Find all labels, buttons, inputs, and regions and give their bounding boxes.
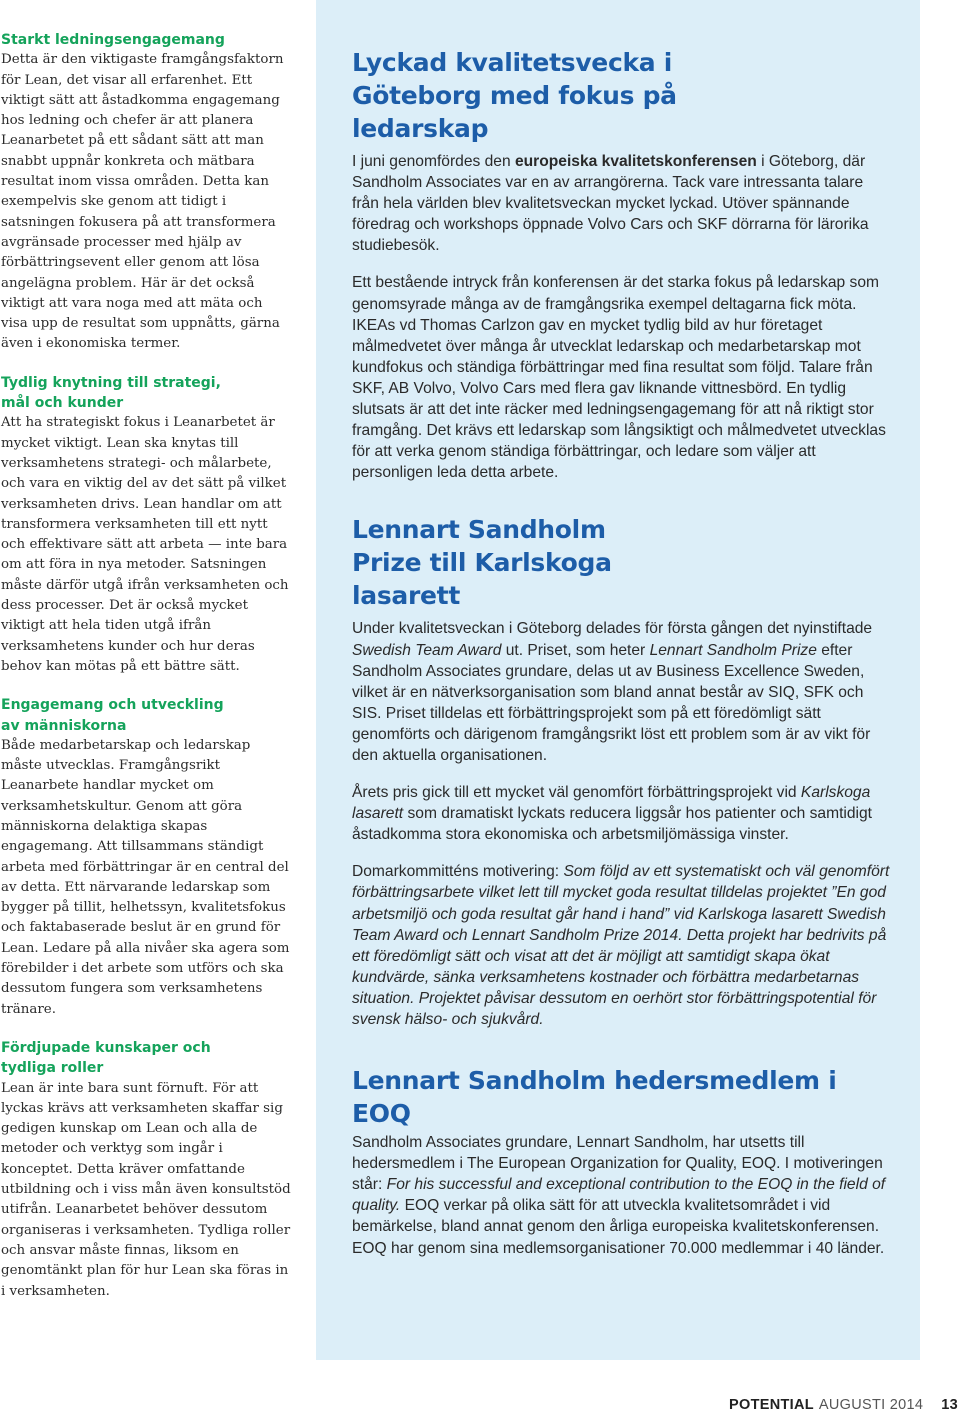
section-ledningsengagemang	[1, 30, 293, 355]
article-kvalitetsvecka	[352, 46, 892, 483]
article-paragraph: Årets pris gick till ett mycket väl genomfört förbättringsprojekt vid Karlskoga lasarett som dramatiskt lyckats reducera liggsår hos patienter och samtidigt åstadkomma stora ekonomiska och arbetsmiljömässiga vinster.	[352, 784, 873, 844]
article-sandholm-prize	[352, 513, 892, 1030]
section-kunskaper	[1, 1038, 293, 1302]
news-sidebar-box	[316, 0, 920, 1360]
article-paragraph: Ett bestående intryck från konferensen är det starka fokus på ledarskap som genomsyrade många av de framgångsrika exempel deltagarna fick möta. IKEAs vd Thomas Carlzon gav en mycket tydlig bild av hur företaget målmedvetet över många år utvecklat ledarskap och medarbetarskap mot kundfokus och ständiga förbättringar med fina resultat som följd. Talare från SKF, AB Volvo, Volvo Cars med flera gav liknande vittnesbörd. En tydlig slutsats är att det inte räcker med ledningsengagemang för att nå riktigt stor framgång. Det krävs ett ledarskap som långsiktigt och målmedvetet utvecklas för att verka genom ständiga förbättringar, och ledare som väljer att personligen leda detta arbete.	[352, 274, 886, 482]
section-strategi	[1, 373, 293, 677]
article-heading: Lyckad kvalitetsvecka i Göteborg med fokus på ledarskap	[352, 48, 677, 143]
section-heading: Tydlig knytning till strategi, mål och kunder	[1, 374, 221, 412]
section-body: Att ha strategiskt fokus i Leanarbetet är mycket viktigt. Lean ska knytas till verksamhetens strategi- och målarbete, och vara en viktig del av det sätt på vilket verksamheten drivs. Lean handlar om att transformera verksamheten till ett nytt och effektivare sätt att arbeta — inte bara om att föra in nya metoder. Satsningen måste därför utgå ifrån verksamheten och dess processer. Det är också mycket viktigt att hela tiden utgå ifrån verksamhetens kunder och hur deras behov kan mötas på ett bättre sätt.	[1, 415, 289, 674]
article-paragraph: Sandholm Associates grundare, Lennart Sandholm, har utsetts till hedersmedlem i The European Organization for Quality, EOQ. I motiveringen står: For his successful and exceptional contribution to the EOQ in the field of quality. EOQ verkar på olika sätt för att utveckla kvalitetsområdet i vid bemärkelse, bland annat genom den årliga europeiska kvalitetskonferensen. EOQ har genom sina medlemsorganisationer 70.000 medlemmar i 40 länder.	[352, 1134, 886, 1257]
section-body: Både medarbetarskap och ledarskap måste utvecklas. Framgångsrikt Leanarbete handlar mycket om verksamhetskultur. Genom att göra människorna delaktiga skapas engagemang. Att tillsammans ständigt arbeta med förbättringar är en central del av detta. Ett närvarande ledarskap som bygger på tillit, helhetssyn, kvalitetsfokus och faktabaserade beslut är en grund för Lean. Ledare på alla nivåer ska agera som förebilder i det arbete som utförs och ska dessutom fungera som verksamhetens tränare.	[1, 737, 290, 1017]
issue-date: AUGUSTI 2014	[818, 1397, 924, 1413]
section-heading: Starkt ledningsengagemang	[1, 32, 225, 48]
article-paragraph: Under kvalitetsveckan i Göteborg delades för första gången det nyinstiftade Swedish Team Award ut. Priset, som heter Lennart Sandholm Prize efter Sandholm Associates grundare, delas ut av Business Excellence Sweden, vilket är en nätverksorganisation som bland annat består av SIQ, SFK och SIS. Priset tilldelas ett förbättringsprojekt som på ett föredömligt sätt genomförts och därigenom framgångsrikt löst ett problem som är av vikt för den aktuella organisationen.	[352, 620, 873, 764]
section-manniskorna	[1, 695, 293, 1020]
section-body: Lean är inte bara sunt förnuft. För att lyckas krävs att verksamheten skaffar sig gedigen kunskap om Lean och alla de metoder och verktyg som ingår i konceptet. Detta kräver omfattande utbildning och i viss mån även konsultstöd utifrån. Leanarbetet behöver dessutom organiseras i verksamheten. Tydliga roller och ansvar måste finnas, liksom en genomtänkt plan för hur Lean ska föras in i verksamheten.	[1, 1080, 291, 1299]
section-heading: Fördjupade kunskaper och tydliga roller	[1, 1039, 211, 1077]
article-heading: Lennart Sandholm Prize till Karlskoga lasarett	[352, 515, 612, 611]
left-column	[1, 30, 293, 1302]
article-paragraph: Domarkommitténs motivering: Som följd av ett systematiskt och väl genomfört förbättringsarbete vilket lett till mycket goda resultat tilldelas projektet ”En god arbetsmiljö och goda resultat går hand i hand” vid Karlskoga lasarett Swedish Team Award och Lennart Sandholm Prize 2014. Detta projekt har bedrivits på ett föredömligt sätt och visat att det är möjligt att samtidigt skapa ökat kundvärde, sänka verksamhetens kostnader och förbättra medarbetarnas situation. Projektet påvisar dessutom en oerhört stor förbättringspotential för svensk hälso- och sjukvård.	[352, 863, 890, 1028]
news-sidebar-content	[352, 46, 892, 1259]
section-body: Detta är den viktigaste framgångsfaktorn för Lean, det visar all erfarenhet. Ett viktigt sätt att åstadkomma engagemang hos ledning och chefer är att planera Leanarbetet på ett sådant sätt att man snabbt uppnår konkreta och mätbara resultat inom vissa områden. Detta kan exempelvis ske genom att tidigt i satsningen fokusera på att transformera avgränsade processer med hjälp av förbättringsevent eller genom att lösa angelägna problem. Här är det också viktigt att vara noga med att mäta och visa upp de resultat som uppnåtts, gärna även i ekonomiska termer.	[1, 52, 284, 352]
magazine-name: POTENTIAL	[729, 1397, 814, 1413]
section-heading: Engagemang och utveckling av människorna	[1, 697, 224, 734]
article-paragraph: I juni genomfördes den europeiska kvalitetskonferensen i Göteborg, där Sandholm Associates var en av arrangörerna. Tack vare intressanta talare från hela världen blev kvalitetsveckan mycket lyckad. Utöver spännande föredrag och workshops öppnade Volvo Cars och SKF dörrarna för lärorika studiebesök.	[352, 153, 869, 255]
article-hedersmedlem	[352, 1064, 892, 1259]
page-number: 13	[941, 1397, 958, 1413]
article-heading: Lennart Sandholm hedersmedlem i EOQ	[352, 1066, 837, 1129]
page-footer	[729, 1397, 958, 1413]
